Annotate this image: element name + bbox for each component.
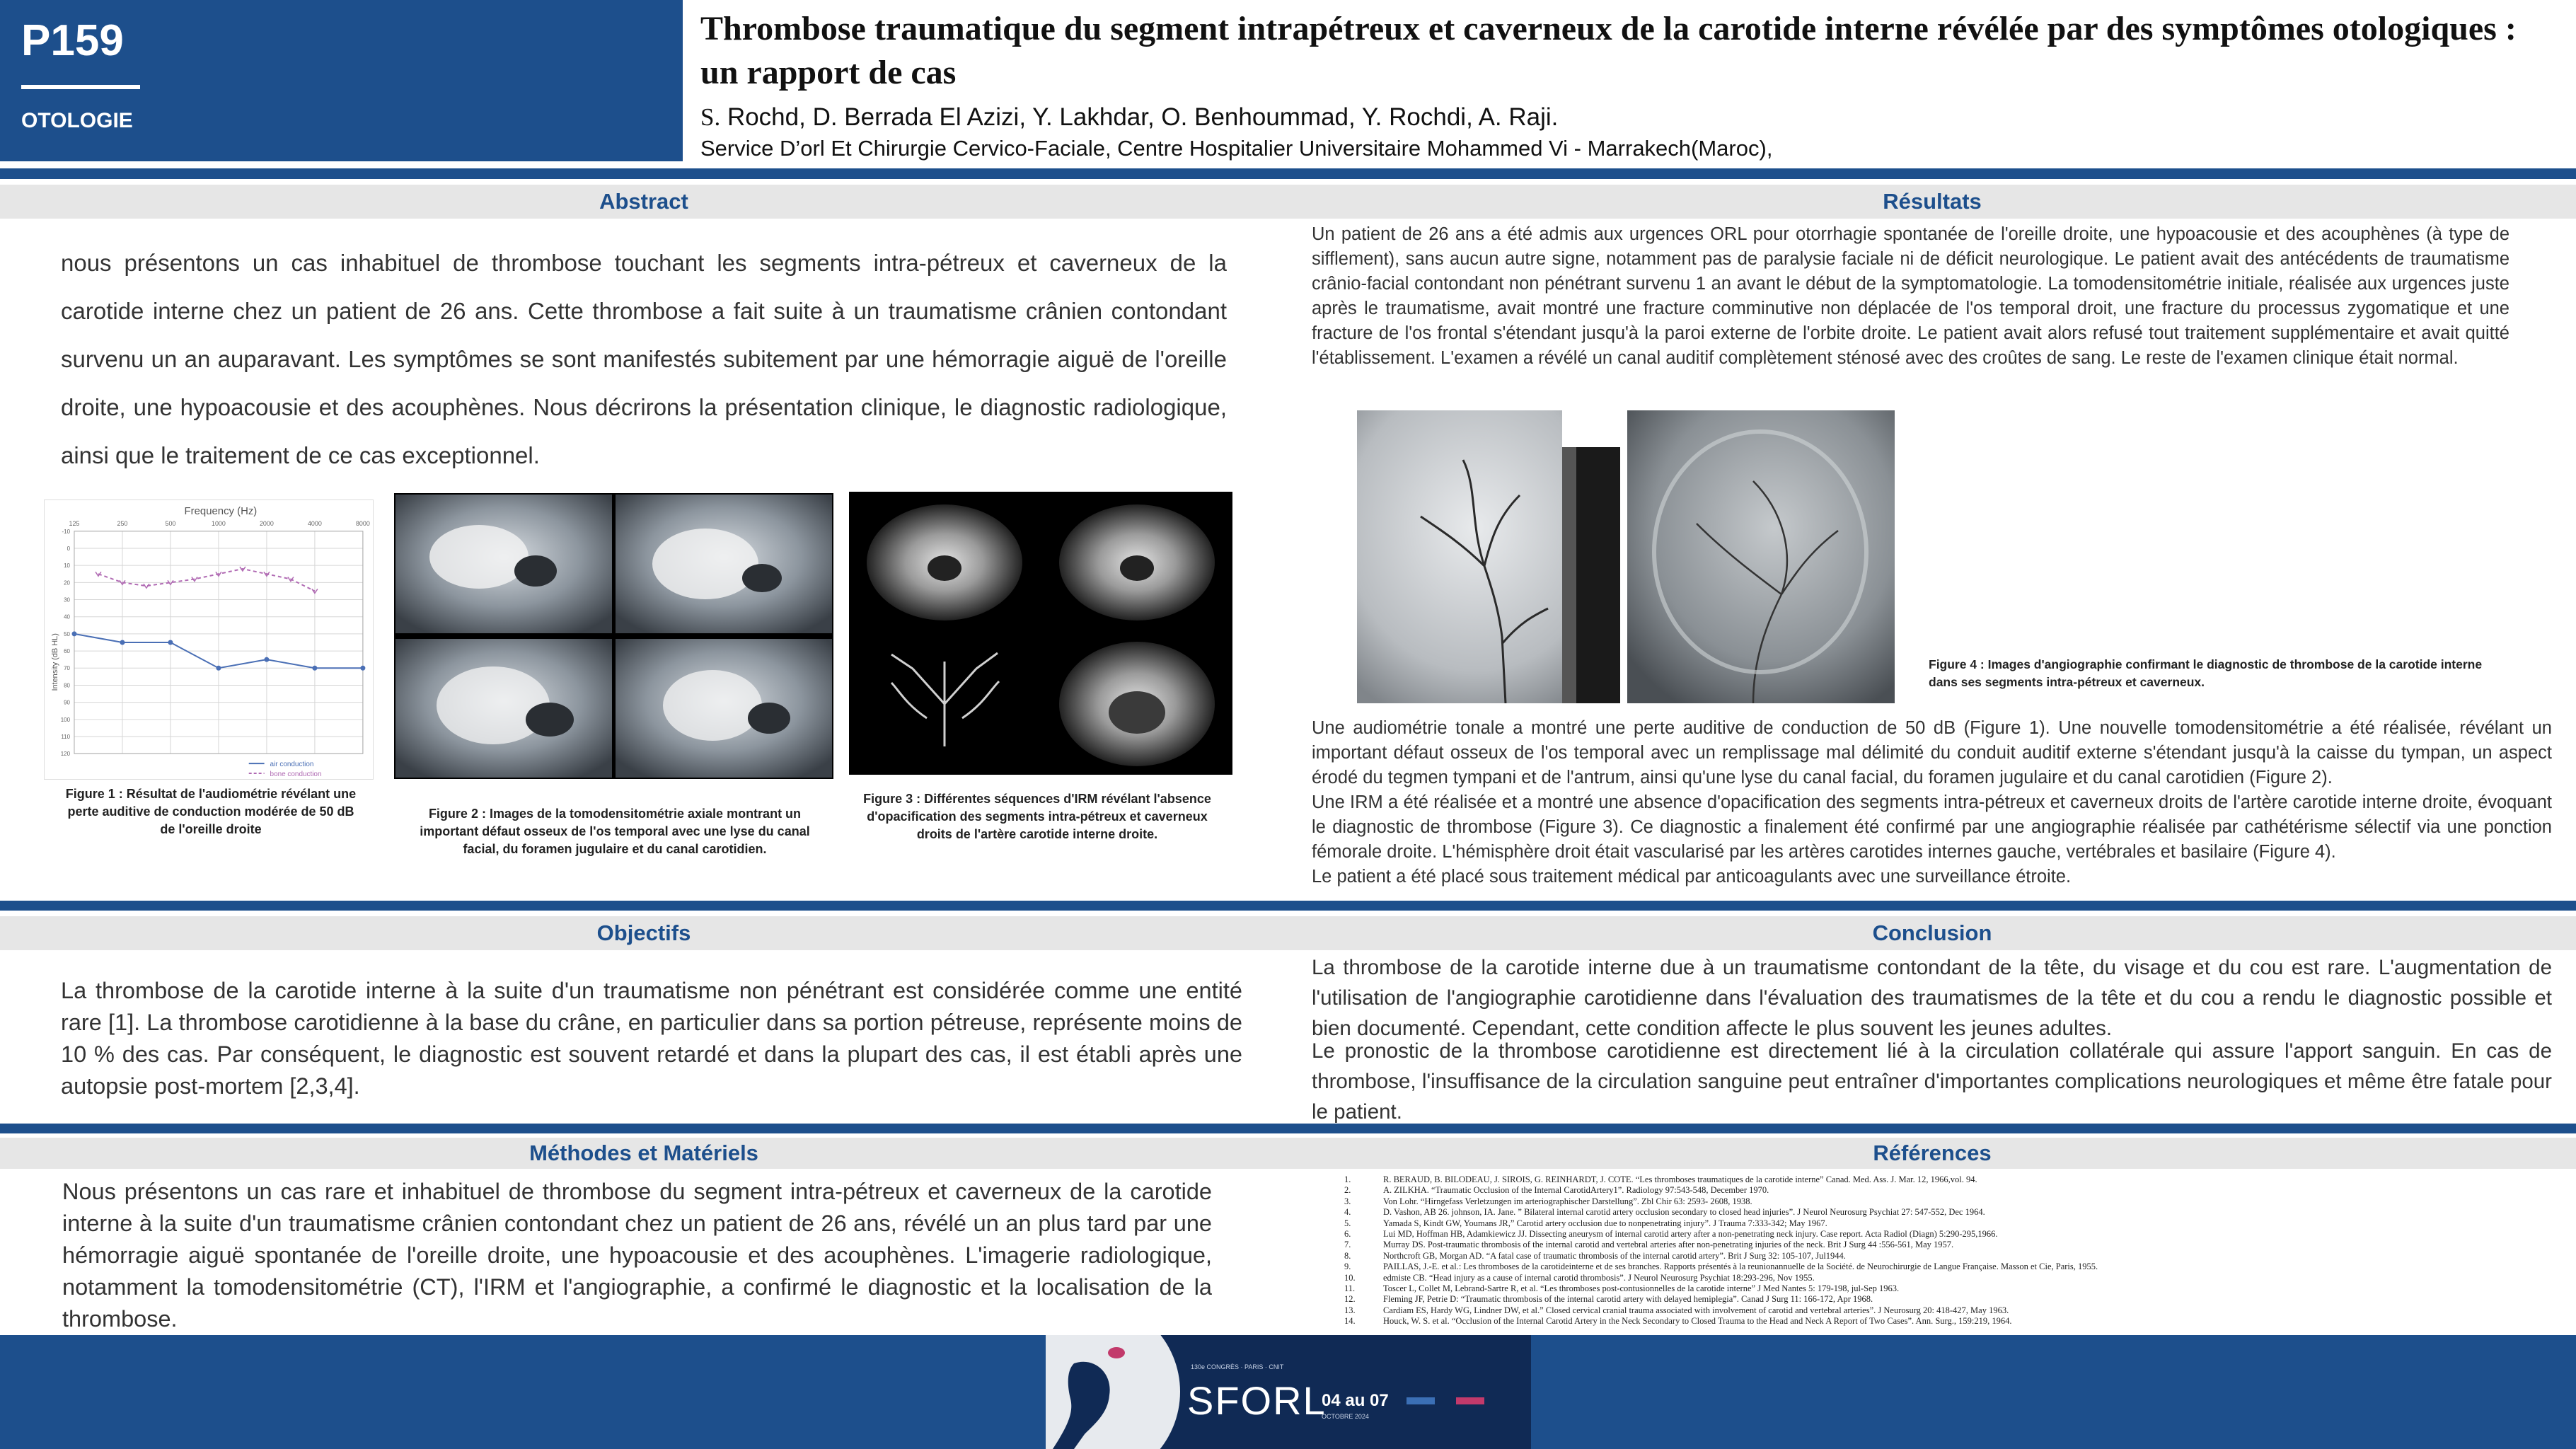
conclusion-paragraph-1: La thrombose de la carotide interne due à un traumatisme contondant de la tête, du visage et du cou est rare. L'augmentation de l'utilisation de l'angiographie carotidienne dans l'évaluation des traumatismes de la tête et du cou a rendu le diagnostic possible et bien documenté. Cependant, cette condition affecte le plus souvent les jeunes adultes. xyxy=(1312,956,2552,1040)
reference-item: 13. Cardiam ES, Hardy WG, Lindner DW, et al.” Closed cervical cranial trauma associated with involvement of carotid and vertebral arteries”. J Neurosurg 20: 418-427, May 1963. xyxy=(1344,1305,2009,1315)
y-tick-label: 10 xyxy=(64,562,70,570)
chart-ylabel: Intensity (dB HL) xyxy=(51,633,60,691)
section-bar-row3 xyxy=(0,1138,2576,1169)
reference-item: 3. Von Lohr. “Hirngefass Verletzungen im arteriographischer Darstellung”. Zbl Chir 63: 2593- 2608, 1938. xyxy=(1344,1196,1752,1206)
reference-item: 4. D. Vashon, AB 26. johnson, IA. Jane. ” Bilateral internal carotid artery occlusion secondary to closed head injuries”. J Neurol Neurosurg Psychiat 27: 547-552, Dec 1964. xyxy=(1344,1207,1985,1218)
y-tick-label: 0 xyxy=(67,545,70,552)
conclusion-heading: Conclusion xyxy=(1872,920,1992,945)
figure-2-ct-images xyxy=(394,493,833,779)
reference-item: 11. Toscer L, Collet M, Lebrand-Sartre R, et al. “Les thromboses post-contusionnelles de la carotide interne” J Med Nantes 5: 179-198, jul-Sep 1963. xyxy=(1344,1283,1900,1294)
audiogram-chart xyxy=(45,500,373,779)
x-tick-label: 1000 xyxy=(211,519,226,527)
logo-subtitle: 130e CONGRÈS · PARIS · CNIT xyxy=(1191,1363,1284,1370)
data-point-air xyxy=(71,631,76,636)
logo-sforl: SFORL xyxy=(1187,1378,1327,1423)
poster-affiliation: Service D’orl Et Chirurgie Cervico-Faciale, Centre Hospitalier Universitaire Mohammed Vi - Marrakech(Maroc), xyxy=(700,136,1773,161)
y-tick-label: 90 xyxy=(64,699,70,706)
data-point-air xyxy=(264,657,269,662)
conclusion-paragraph-2: Le pronostic de la thrombose carotidienne est directement lié à la circulation collatérale qui assure l'apport sanguin. En cas de thrombose, l'insuffisance de la circulation sanguine peut entraîner d'importantes complications neurologiques et même être fatale pour le patient. xyxy=(1312,1039,2552,1124)
reference-item: 2. A. ZILKHA. “Traumatic Occlusion of the Internal CarotidArtery1”. Radiology 97:543-548, December 1970. xyxy=(1344,1185,1769,1196)
figure-1-caption: Figure 1 : Résultat de l'audiométrie révélant une perte auditive de conduction modérée de 50 dB de l'oreille droite xyxy=(65,787,357,836)
resultats-paragraph-3: Une IRM a été réalisée et a montré une absence d'opacification des segments intra-pétreux et caverneux droits de l'artère carotide interne droite, évoquant le diagnostic de thrombose (Figure 3). Ce diagnostic a finalement été confirmé par une angiographie réalisée par cathétérisme sélectif via une ponction fémorale droite. L'hémisphère droit était vascularisé par les artères carotides internes gauche, vertébrales et basilaire (Figure 4). xyxy=(1312,792,2552,862)
data-point-air xyxy=(312,666,317,671)
badge-divider xyxy=(21,85,140,89)
figure-4-caption: Figure 4 : Images d'angiographie confirmant le diagnostic de thrombose de la carotide interne dans ses segments intra-pétreux et caverneux. xyxy=(1929,657,2483,689)
row3-band xyxy=(0,1124,2576,1133)
chart-x-ticks xyxy=(69,520,370,527)
x-tick-label: 2000 xyxy=(259,519,274,527)
y-tick-label: 120 xyxy=(60,751,70,758)
reference-item: 12. Fleming JF, Petrie D: “Traumatic thrombosis of the internal carotid artery with delayed hemiplegia”. Canad J Surg 11: 166-172, Apr 1968. xyxy=(1344,1294,1873,1305)
y-tick-label: 70 xyxy=(64,665,70,672)
y-tick-label: 100 xyxy=(60,716,70,723)
logo-month: OCTOBRE 2024 xyxy=(1322,1413,1369,1420)
x-tick-label: 500 xyxy=(165,519,176,527)
x-tick-label: 8000 xyxy=(355,519,370,527)
chart-grid xyxy=(74,531,363,754)
reference-item: 1. R. BERAUD, B. BILODEAU, J. SIROIS, G. REINHARDT, J. COTE. “Les thromboses traumatiques de la carotide interne” Canad. Med. Ass. J. Mar. 12, 1966,vol. 94. xyxy=(1344,1174,1977,1184)
figure-1-audiogram xyxy=(44,500,374,780)
poster-section: OTOLOGIE xyxy=(21,109,133,132)
y-tick-label: -10 xyxy=(62,528,70,535)
author-names: Rochd, D. Berrada El Azizi, Y. Lakhdar, O. Benhoummad, Y. Rochdi, A. Raji. xyxy=(720,103,1559,131)
y-tick-label: 40 xyxy=(64,613,70,620)
reference-item: 9. PAILLAS, J.-E. et al.: Les thromboses de la carotideinterne et de ses branches. Rapports présentés à la reunionannuelle de la Société. de Neurochirurgie de Langue Française. Masson et Cie, Paris, 1955. xyxy=(1344,1262,2098,1272)
abstract-text: nous présentons un cas inhabituel de thrombose touchant les segments intra-pétreux et caverneux de la carotide interne chez un patient de 26 ans. Cette thrombose a fait suite à un traumatisme crânien contondant survenu un an auparavant. Les symptômes se sont manifestés subitement par une hémorragie aiguë de l'oreille droite, une hypoacousie et des acouphènes. Nous décrirons la présentation clinique, le diagnostic radiologique, ainsi que le traitement de ce cas exceptionnel. xyxy=(61,250,1227,468)
poster-code: P159 xyxy=(21,16,124,65)
objectifs-heading: Objectifs xyxy=(596,920,691,945)
data-point-bone xyxy=(144,584,149,588)
references-heading: Références xyxy=(1873,1141,1992,1165)
y-tick-label: 20 xyxy=(64,579,70,587)
reference-item: 5. Yamada S, Kindt GW, Youmans JR,” Carotid artery occlusion due to nonpenetrating injury”. J Trauma 7:333-342; May 1967. xyxy=(1344,1218,1827,1228)
poster-badge xyxy=(0,0,683,161)
reference-item: 7. Murray DS. Post-traumatic thrombosis of the internal carotid and vertebral arteries after non-penetrating injuries of the neck. Brit J Surg 44 :556-561, May 1957. xyxy=(1344,1240,1954,1250)
reference-item: 14. Houck, W. S. et al. “Occlusion of the Internal Carotid Artery in the Neck Secondary to Closed Trauma to the Head and Neck A Report of Two Cases”. Ann. Surg., 159:219, 1964. xyxy=(1344,1316,2012,1327)
resultats-paragraph-2: Une audiométrie tonale a montré une perte auditive de conduction de 50 dB (Figure 1). Une nouvelle tomodensitométrie a été réalisée, révélant un important défaut osseux de l'os temporal avec un remplissage mal délimité du conduit auditif externe s'étendant jusqu'à la caisse du tympan, un aspect érodé du tegmen tympani et de l'antrum, ainsi qu'une lyse du canal facial, du foramen jugulaire et du canal carotidien (Figure 2). xyxy=(1312,718,2552,787)
data-point-air xyxy=(168,640,173,645)
figure-3-mri-images xyxy=(849,492,1232,775)
x-tick-label: 250 xyxy=(117,519,128,527)
objectifs-text: La thrombose de la carotide interne à la suite d'un traumatisme non pénétrant est considérée comme une entité rare [1]. La thrombose carotidienne à la base du crâne, en particulier dans sa portion pétreuse, représente moins de 10 % des cas. Par conséquent, le diagnostic est souvent retardé et dans la plupart des cas, il est établi après une autopsie post-mortem [2,3,4]. xyxy=(61,978,1242,1099)
methodes-heading: Méthodes et Matériels xyxy=(529,1141,758,1165)
congress-logo xyxy=(1046,1335,1531,1449)
poster-title: Thrombose traumatique du segment intrapétreux et caverneux de la carotide interne révélée par des symptômes otologiques : un rapport de cas xyxy=(700,10,2517,91)
data-point-bone xyxy=(96,572,101,576)
data-point-air xyxy=(120,640,125,645)
legend-bone-label: bone conduction xyxy=(270,770,322,779)
x-tick-label: 125 xyxy=(69,519,80,527)
reference-item: 10. edmiste CB. “Head injury as a cause of internal carotid thrombosis”. J Neurol Neurosurg Psychiat 18:293-296, Nov 1955. xyxy=(1344,1272,1815,1283)
references-list xyxy=(1344,1174,2561,1327)
figure-4-angiography xyxy=(1357,410,1895,703)
resultats-paragraph-1: Un patient de 26 ans a été admis aux urgences ORL pour otorrhagie spontanée de l'oreille droite, une hypoacousie et des acouphènes (à type de sifflement), sans aucun autre signe, notamment pas de paralysie faciale ni de déficit neurologique. Le patient avait des antécédents de traumatisme crânio-facial contondant non pénétrant survenu 1 an avant le début de la symptomatologie. La tomodensitométrie initiale, réalisée aux urgences juste après le traumatisme, avait montré une fracture comminutive non déplacée de l'os temporal droit, une fracture du processus zygomatique et une fracture de l'os frontal s'étendant jusqu'à la paroi externe de l'orbite droite. Le patient avait alors refusé tout traitement supplémentaire et avait quitté l'établissement. L'examen a révélé un canal auditif complètement sténosé avec des croûtes de sang. Le reste de l'examen clinique était normal. xyxy=(1312,224,2509,368)
data-point-air xyxy=(216,666,221,671)
y-tick-label: 30 xyxy=(64,596,70,604)
data-point-air xyxy=(360,666,365,671)
author-initial: S. xyxy=(700,103,721,131)
partner-logo-2 xyxy=(1456,1397,1484,1404)
y-tick-label: 110 xyxy=(61,733,70,740)
poster-authors xyxy=(700,103,1558,132)
methodes-text: Nous présentons un cas rare et inhabituel de thrombose du segment intra-pétreux et caverneux de la carotide interne à la suite d'un traumatisme crânien contondant chez un patient de 26 ans, révélé un an plus tard par une hémorragie aiguë spontanée de l'oreille droite, une hypoacousie et des acouphènes. L'imagerie radiologique, notamment la tomodensitométrie (CT), l'IRM et l'angiographie, a confirmé le diagnostic et la localisation de la thrombose. xyxy=(62,1179,1212,1332)
logo-dates: 04 au 07 xyxy=(1322,1391,1389,1410)
series-line-bone-conduction xyxy=(98,569,315,591)
row2-band xyxy=(0,901,2576,911)
figure-3-caption: Figure 3 : Différentes séquences d'IRM révélant l'absence d'opacification des segments intra-pétreux et caverneux droits de l'artère carotide interne droite. xyxy=(863,792,1211,841)
header-band xyxy=(0,168,2576,179)
y-tick-label: 50 xyxy=(64,630,70,637)
y-tick-label: 60 xyxy=(64,648,70,655)
chart-title: Frequency (Hz) xyxy=(184,504,258,517)
angio-panel-lateral xyxy=(1627,410,1895,703)
chart-y-ticks xyxy=(61,529,71,757)
legend-air-label: air conduction xyxy=(270,761,314,769)
partner-logo-1 xyxy=(1407,1397,1435,1404)
reference-item: 8. Northcroft GB, Morgan AD. “A fatal case of traumatic thrombosis of the internal carotid artery”. Brit J Surg 32: 105-107, Jul1944. xyxy=(1344,1250,1846,1261)
section-bar-row2 xyxy=(0,916,2576,950)
resultats-paragraph-4: Le patient a été placé sous traitement médical par anticoagulants avec une surveillance étroite. xyxy=(1312,867,2072,887)
abstract-heading: Abstract xyxy=(599,189,688,214)
x-tick-label: 4000 xyxy=(307,519,322,527)
section-bar-row1 xyxy=(0,185,2576,219)
y-tick-label: 80 xyxy=(64,682,70,689)
reference-item: 6. Lui MD, Hoffman HB, Adamkiewicz JJ. Dissecting aneurysm of internal carotid artery after a non-penetrating neck injury. Case report. Acta Radiol (Diagn) 5:290-295,1966. xyxy=(1344,1229,1998,1240)
resultats-heading: Résultats xyxy=(1883,189,1982,214)
figure-2-caption: Figure 2 : Images de la tomodensitométrie axiale montrant un important défaut osseux de l'os temporal avec une lyse du canal facial, du foramen jugulaire et du canal carotidien. xyxy=(420,807,810,856)
